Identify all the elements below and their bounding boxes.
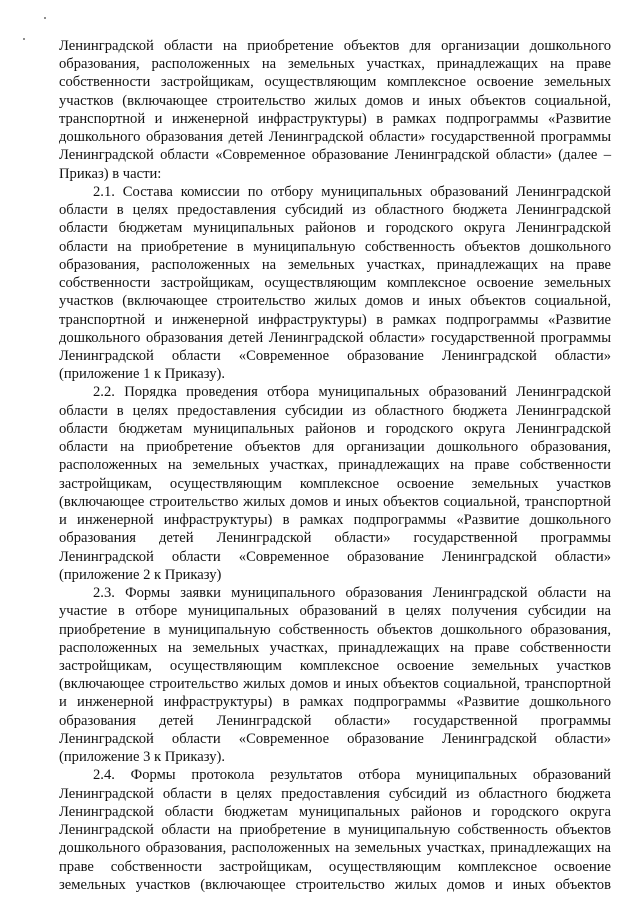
paragraph-continuation: Ленинградской области на приобретение объектов для организации дошкольного образования, расположенных на земельных участках, принадлежащих на праве собственности застройщикам, осуществляющим комплексное освоение земельных участков (включающее строительство жилых домов и иных объектов социальной, транспортной и инженерной инфраструктуры) в рамках подпрограммы «Развитие дошкольного образования детей Ленинградской области» государственной программы Ленинградской области «Современное образование Ленинградской области» (далее – Приказ) в части: [59,38,611,182]
document-body [59,37,611,894]
paragraph-2-4: 2.4. Формы протокола результатов отбора муниципальных образований Ленинградской области в целях предоставления субсидий из областного бюджета Ленинградской области бюджетам муниципальных районов и городского округа Ленинградской области на приобретение в муниципальную собственность объектов дошкольного образования, расположенных на земельных участках, принадлежащих на праве собственности застройщикам, осуществляющим комплексное освоение земельных участков (включающее строительство жилых домов и иных объектов [59,767,611,893]
paragraph-2-2: 2.2. Порядка проведения отбора муниципальных образований Ленинградской области в целях предоставления субсидии из областного бюджета Ленинградской области бюджетам муниципальных районов и городского округа Ленинградской области на приобретение объектов для организации дошкольного образования, расположенных на земельных участках, принадлежащих на праве собственности застройщикам, осуществляющим комплексное освоение земельных участков (включающее строительство жилых домов и иных объектов социальной, транспортной и инженерной инфраструктуры) в рамках подпрограммы «Развитие дошкольного образования детей Ленинградской области» государственной программы Ленинградской области «Современное образование Ленинградской области» (приложение 2 к Приказу) [59,384,611,583]
paragraph-2-1: 2.1. Состава комиссии по отбору муниципальных образований Ленинградской области в целях предоставления субсидий из областного бюджета Ленинградской области бюджетам муниципальных районов и городского округа Ленинградской области на приобретение в муниципальную собственность объектов дошкольного образования, расположенных на земельных участках, принадлежащих на праве собственности застройщикам, осуществляющим комплексное освоение земельных участков (включающее строительство жилых домов и иных объектов социальной, транспортной и инженерной инфраструктуры) в рамках подпрограммы «Развитие дошкольного образования детей Ленинградской области» государственной программы Ленинградской области «Современное образование Ленинградской области» (приложение 1 к Приказу). [59,183,611,383]
scan-speck [44,17,46,19]
scan-speck [23,38,25,40]
paragraph-2-3: 2.3. Формы заявки муниципального образования Ленинградской области на участие в отборе муниципальных образований в целях получения субсидии на приобретение в муниципальную собственность объектов дошкольного образования, расположенных на земельных участках, принадлежащих на праве собственности застройщикам, осуществляющим комплексное освоение земельных участков (включающее строительство жилых домов и иных объектов социальной, транспортной и инженерной инфраструктуры) в рамках подпрограммы «Развитие дошкольного образования детей Ленинградской области» государственной программы Ленинградской области «Современное образование Ленинградской области» (приложение 3 к Приказу). [59,585,611,766]
